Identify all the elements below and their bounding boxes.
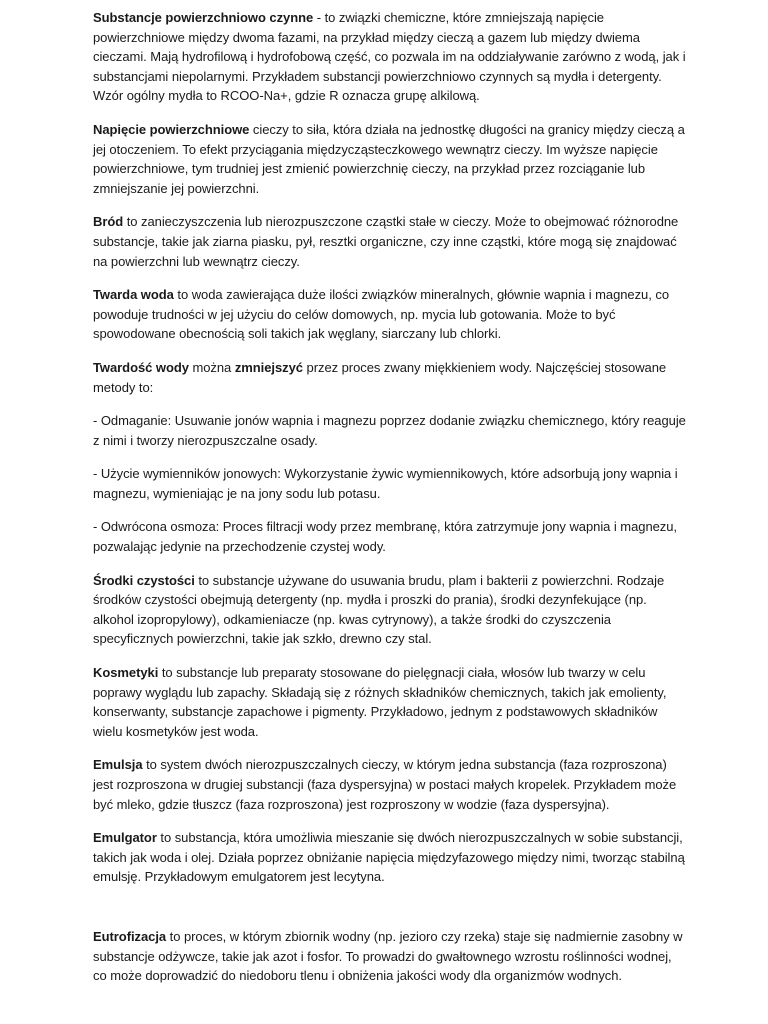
list-item-descaling [93, 411, 688, 450]
paragraph-hardness [93, 358, 688, 397]
list-item-reverse-osmosis [93, 517, 688, 556]
term-hard-water: Twarda woda [93, 287, 174, 303]
paragraph-eutrophication [93, 927, 688, 986]
definition-cleaning-agents: to substancje używane do usuwania brudu, plam i bakterii z powierzchni. Rodzaje środków czystości obejmują detergenty (np. mydła i proszki do prania), środki dezynfekujące (np. alkohol izopropylowy), odkamieniacze (np. kwas cytrynowy), a także środki do czyszczenia specyficznych powierzchni, takie jak szkło, drewno czy stal. [93, 572, 665, 647]
method-reverse-osmosis-text: - Odwrócona osmoza: Proces filtracji wody przez membranę, która zatrzymuje jony wapnia i magnezu, pozwalając jedynie na przechodzenie czystej wody. [93, 519, 677, 555]
paragraph-emulsifier [93, 828, 688, 887]
term-surface-tension: Napięcie powierzchniowe [93, 121, 250, 137]
term-cleaning-agents: Środki czystości [93, 572, 195, 588]
paragraph-cleaning-agents [93, 571, 688, 649]
term-hardness: Twardość wody [93, 359, 189, 375]
term-emulsion: Emulsja [93, 757, 143, 773]
paragraph-cosmetics [93, 663, 688, 741]
definition-cosmetics: to substancje lub preparaty stosowane do pielęgnacji ciała, włosów lub twarzy w celu poprawy wyglądu lub zapachy. Składają się z różnych składników chemicznych, takich jak emolienty, konserwanty, substancje zapachowe i pigmenty. Przykładowo, jednym z podstawowych składników wielu kosmetyków jest woda. [93, 665, 667, 739]
list-item-ion-exchange [93, 464, 688, 503]
definition-surfactants: - to związki chemiczne, które zmniejszają napięcie powierzchniowe między dwoma fazami, na przykład między cieczą a gazem lub między dwiema cieczami. Mają hydrofilową i hydrofobową część, co pozwala im na oddziaływanie zarówno z wodą, jak i substancjami niepolarnymi. Przykładem substancji powierzchniowo czynnych są mydła i detergenty. Wzór ogólny mydła to RCOO-Na+, gdzie R oznacza grupę alkilową. [93, 10, 686, 104]
definition-hardness-lead: można [188, 359, 235, 375]
definition-hardness: przez proces zwany miękkieniem wody. Najczęściej stosowane metody to: [93, 359, 667, 395]
definition-surface-tension: cieczy to siła, która działa na jednostkę długości na granicy między cieczą a jej otoczeniem. To efekt przyciągania międzycząsteczkowego wewnątrz cieczy. Im wyższe napięcie powierzchniowe, tym trudniej jest zmienić powierzchnię cieczy, na przykład przez rozciąganie lub zmniejszanie jej powierzchni. [93, 121, 685, 196]
method-ion-exchange-text: - Użycie wymienników jonowych: Wykorzystanie żywic wymiennikowych, które adsorbują jony wapnia i magnezu, wymieniając je na jony sodu lub potasu. [93, 466, 678, 501]
definition-eutrophication: to proces, w którym zbiornik wodny (np. jezioro czy rzeka) staje się nadmiernie zasobny w substancje odżywcze, takie jak azot i fosfor. To prowadzi do gwałtownego wzrostu roślinności wodnej, co może doprowadzić do niedoboru tlenu i obniżenia jakości wody dla organizmów wodnych. [93, 928, 683, 984]
paragraph-surfactants [93, 8, 688, 106]
definition-emulsion: to system dwóch nierozpuszczalnych cieczy, w którym jedna substancja (faza rozproszona) jest rozproszona w drugiej substancji (faza dyspersyjna) w postaci małych kropelek. Przykładem może być mleko, gdzie tłuszcz (faza rozproszona) jest rozproszony w wodzie (faza dyspersyjna). [93, 757, 677, 812]
paragraph-hard-water [93, 285, 688, 344]
paragraph-emulsion [93, 755, 688, 814]
term-reduce: zmniejszyć [234, 359, 303, 375]
term-eutrophication: Eutrofizacja [93, 928, 167, 944]
term-emulsifier: Emulgator [93, 830, 157, 846]
method-descaling-text: - Odmaganie: Usuwanie jonów wapnia i magnezu poprzez dodanie związku chemicznego, który reaguje z nimi i tworzy nierozpuszczalne osady. [93, 413, 686, 448]
paragraph-surface-tension [93, 120, 688, 198]
paragraph-dirt [93, 212, 688, 271]
term-dirt: Bród [93, 214, 124, 230]
definition-dirt: to zanieczyszczenia lub nierozpuszczone cząstki stałe w cieczy. Może to obejmować różnorodne substancje, takie jak ziarna piasku, pył, resztki organiczne, czy inne cząstki, które mogą się znajdować na powierzchni lub wewnątrz cieczy. [93, 214, 679, 269]
definition-hard-water: to woda zawierająca duże ilości związków mineralnych, głównie wapnia i magnezu, co powoduje trudności w jej użyciu do celów domowych, np. mycia lub gotowania. Może to być spowodowane obecnością soli takich jak węglany, siarczany lub chlorki. [93, 287, 669, 342]
term-surfactants: Substancje powierzchniowo czynne [93, 10, 314, 25]
term-cosmetics: Kosmetyki [93, 665, 159, 681]
definition-emulsifier: to substancja, która umożliwia mieszanie się dwóch nierozpuszczalnych w sobie substancji, takich jak woda i olej. Działa poprzez obniżanie napięcia międzyfazowego między nimi, tworząc stabilną emulsję. Przykładowym emulgatorem jest lecytyna. [93, 830, 685, 885]
